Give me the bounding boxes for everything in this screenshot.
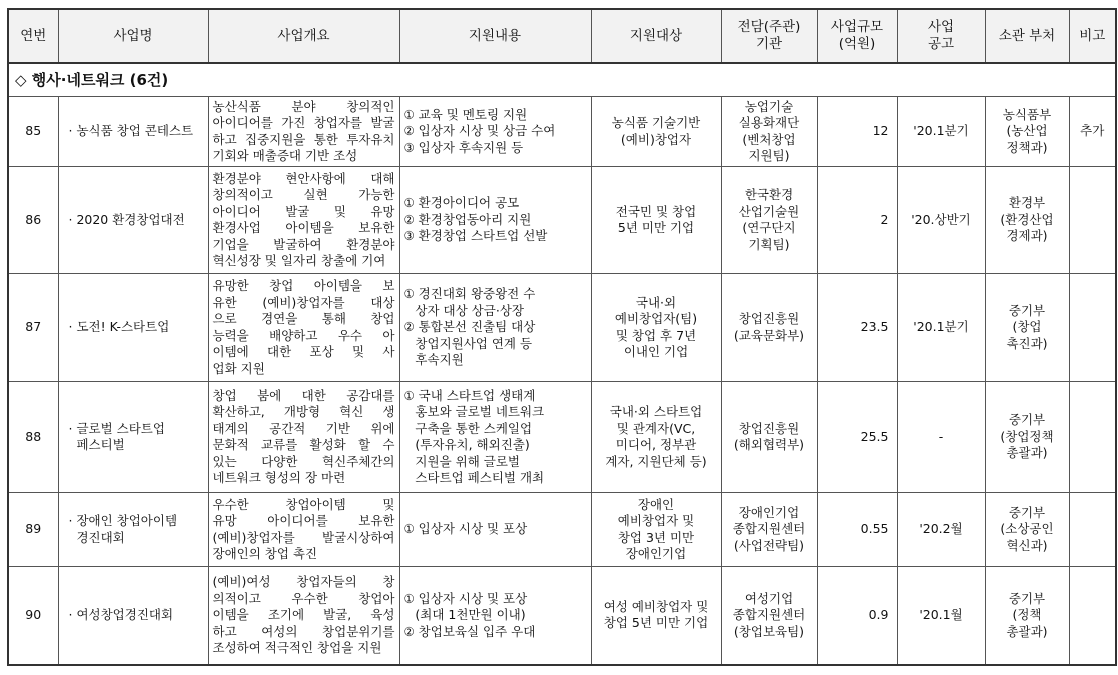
cell-name (58, 493, 208, 567)
cell-overview (208, 167, 399, 274)
overview-text: 창의적이고 실현 가능한 (212, 187, 395, 202)
ministry-text: (정책 (1012, 607, 1042, 622)
cell-budget (817, 382, 897, 493)
table-row (8, 567, 1116, 665)
cell-agency (721, 567, 817, 665)
agency-text: 창업진흥원 (738, 420, 800, 436)
overview-text: 환경사업 아이템을 보유한 (212, 220, 395, 235)
support-text: ③ 환경창업 스타트업 선발 (403, 228, 548, 244)
cell-no (8, 97, 58, 167)
agency-text: (교육문화부) (733, 327, 805, 343)
agency-text: (연구단지 (742, 220, 796, 235)
support-text: ② 창업보육실 입주 우대 (403, 623, 536, 639)
ministry-text: (창업정책 (1000, 428, 1054, 444)
target-text: 창업 5년 미만 기업 (603, 615, 709, 631)
support-text: 홍보와 글로벌 네트워크 (403, 404, 545, 419)
header-text: 비고 (1079, 27, 1106, 44)
ministry-text: (창업 (1012, 319, 1042, 335)
header-no (8, 9, 58, 63)
cell-name (58, 97, 208, 167)
target-text: 및 창업 후 7년 (615, 327, 697, 343)
ministry-text: 농식품부 (1002, 106, 1052, 122)
overview-text: 업화 지원 (212, 360, 265, 376)
cell-budget (817, 567, 897, 665)
cell-ministry (985, 274, 1069, 382)
cell-overview (208, 274, 399, 382)
overview-text: (예비)창업자를 발굴시상하여 (212, 529, 395, 545)
header-ministry (985, 9, 1069, 63)
header-notice (897, 9, 985, 63)
header-target (591, 9, 721, 63)
notice-text: '20.1분기 (913, 319, 969, 335)
ministry-text: 경제과) (1006, 228, 1048, 244)
overview-text: 우수한 창업아이템 및 (212, 496, 395, 512)
target-text: (예비)창업자 (620, 131, 692, 147)
budget-text: 0.9 (868, 607, 889, 622)
support-text: (투자유치, 해외진출) (403, 437, 530, 452)
support-text: 후속지원 (403, 352, 464, 368)
overview-text: 이템에 대한 포상 및 사 (212, 344, 395, 359)
support-text: 지원을 위해 글로벌 (403, 453, 520, 469)
notice-text: - (938, 428, 944, 444)
agency-text: 산업기술원 (738, 203, 800, 219)
cell-agency (721, 493, 817, 567)
header-text: 연번 (20, 27, 47, 44)
overview-text: 장애인의 창업 촉진 (212, 546, 318, 561)
header-text: 사업명 (113, 27, 153, 44)
cell-note (1069, 382, 1116, 493)
agency-text: 실용화재단 (738, 115, 800, 130)
overview-text: 확산하고, 개방형 혁신 생 (212, 404, 395, 419)
overview-text: 이템을 조기에 발굴, 육성 (212, 607, 395, 622)
overview-text: 하고 여성의 창업분위기를 (212, 623, 395, 639)
ministry-text: 촉진과) (1006, 335, 1048, 351)
name-text: · 도전! K-스타트업 (68, 319, 170, 335)
header-text: 사업규모 (830, 19, 884, 35)
cell-target (591, 167, 721, 274)
agency-text: 한국환경 (744, 187, 794, 202)
support-text: (최대 1천만원 이내) (403, 607, 526, 622)
cell-no (8, 493, 58, 567)
cell-notice (897, 274, 985, 382)
overview-text: 유망 아이디어를 보유한 (212, 513, 395, 528)
section-title (8, 63, 1116, 97)
target-text: 5년 미만 기업 (617, 220, 695, 235)
overview-text: 으로 경연을 통해 창업 (212, 311, 395, 326)
agency-text: 종합지원센터 (732, 607, 806, 622)
overview-text: 유한 (예비)창업자를 대상 (212, 294, 395, 310)
cell-target (591, 567, 721, 665)
cell-no (8, 382, 58, 493)
cell-no (8, 274, 58, 382)
cell-ministry (985, 567, 1069, 665)
support-text: ① 교육 및 멘토링 지원 (403, 106, 528, 122)
note-text: 추가 (1080, 123, 1105, 139)
cell-note (1069, 97, 1116, 167)
support-text: 상자 대상 상금·상장 (403, 302, 524, 318)
notice-text: '20.1월 (919, 607, 963, 622)
target-text: 여성 예비창업자 및 (603, 598, 709, 614)
target-text: 예비창업자 및 (617, 513, 695, 528)
ministry-text: 혁신과) (1006, 537, 1048, 553)
cell-name (58, 274, 208, 382)
support-text: ① 국내 스타트업 생태계 (403, 387, 536, 403)
cell-ministry (985, 493, 1069, 567)
target-text: 및 관계자(VC, (616, 420, 696, 436)
support-text: ② 통합본선 진출팀 대상 (403, 319, 536, 335)
target-text: 예비창업자(팀) (614, 311, 698, 326)
overview-text: 기회와 매출증대 기반 조성 (212, 148, 358, 163)
target-text: 전국민 및 창업 (615, 203, 697, 219)
cell-note (1069, 493, 1116, 567)
notice-text: '20.2월 (919, 521, 963, 537)
support-text: ② 입상자 시상 및 상금 수여 (403, 123, 556, 139)
table-row (8, 167, 1116, 274)
cell-support (399, 382, 591, 493)
cell-notice (897, 567, 985, 665)
budget-text: 12 (872, 123, 889, 139)
section-label: 행사·네트워크 (6건) (31, 70, 169, 89)
table-row (8, 382, 1116, 493)
overview-text: 혁신성장 및 일자리 창출에 기여 (212, 253, 386, 268)
overview-text: 조성하여 적극적인 창업을 지원 (212, 640, 382, 655)
header-note (1069, 9, 1116, 63)
budget-text: 23.5 (860, 319, 889, 335)
startup-support-table (7, 8, 1117, 666)
overview-text: 농산식품 분야 창의적인 (212, 98, 395, 114)
agency-text: 장애인기업 (738, 504, 800, 520)
cell-budget (817, 97, 897, 167)
header-text: 사업개요 (277, 27, 330, 44)
cell-notice (897, 97, 985, 167)
no-text: 85 (25, 123, 42, 139)
header-text: (억원) (838, 36, 876, 52)
cell-support (399, 493, 591, 567)
support-text: ③ 입상자 후속지원 등 (403, 139, 524, 155)
header-budget (817, 9, 897, 63)
cell-target (591, 382, 721, 493)
overview-text: 유망한 창업 아이템을 보 (212, 278, 395, 293)
target-text: 계자, 지원단체 등) (605, 453, 707, 469)
ministry-text: (농산업 (1006, 123, 1048, 139)
name-text: 페스티벌 (68, 437, 125, 452)
overview-text: 네트워크 형성의 장 마련 (212, 470, 346, 485)
support-text: 구축을 통한 스케일업 (403, 420, 533, 436)
cell-notice (897, 167, 985, 274)
cell-overview (208, 493, 399, 567)
support-text: ① 입상자 시상 및 포상 (403, 521, 528, 537)
cell-budget (817, 274, 897, 382)
cell-target (591, 493, 721, 567)
ministry-text: (환경산업 (1000, 211, 1054, 227)
support-text: 스타트업 페스티벌 개최 (403, 470, 545, 485)
cell-agency (721, 274, 817, 382)
budget-text: 0.55 (860, 521, 889, 537)
diamond-icon: ◇ (15, 70, 27, 89)
cell-target (591, 97, 721, 167)
ministry-text: (소상공인 (1000, 521, 1054, 537)
cell-note (1069, 567, 1116, 665)
overview-text: 아이디어를 가진 창업자를 발굴 (212, 115, 395, 130)
header-text: 전담(주관) (737, 19, 801, 35)
agency-text: 종합지원센터 (732, 521, 806, 537)
header-name (58, 9, 208, 63)
header-text: 기관 (755, 36, 783, 52)
header-text: 지원대상 (629, 27, 683, 44)
ministry-text: 환경부 (1008, 195, 1046, 211)
agency-text: 창업진흥원 (738, 311, 800, 326)
support-text: ① 입상자 시상 및 포상 (403, 590, 528, 606)
notice-text: '20.1분기 (913, 123, 969, 139)
header-row (8, 9, 1116, 63)
table-row (8, 97, 1116, 167)
no-text: 86 (25, 211, 42, 227)
agency-text: (사업전략팀) (733, 537, 805, 553)
header-agency (721, 9, 817, 63)
overview-text: 능력을 배양하고 우수 아 (212, 327, 395, 343)
cell-note (1069, 167, 1116, 274)
name-text: · 글로벌 스타트업 (68, 420, 165, 436)
agency-text: (창업보육팀) (733, 623, 805, 639)
agency-text: 농업기술 (744, 98, 794, 114)
no-text: 88 (25, 428, 42, 444)
target-text: 농식품 기술기반 (611, 115, 701, 130)
header-text: 사업 (927, 19, 955, 35)
section-row (8, 63, 1116, 97)
agency-text: (해외협력부) (733, 437, 805, 452)
ministry-text: 총괄과) (1006, 445, 1048, 461)
name-text: 경진대회 (68, 529, 125, 545)
budget-text: 2 (880, 211, 889, 227)
header-text: 지원내용 (468, 27, 522, 44)
budget-text: 25.5 (860, 428, 889, 444)
overview-text: (예비)여성 창업자들의 창 (212, 574, 395, 589)
cell-name (58, 382, 208, 493)
support-text: ② 환경창업동아리 지원 (403, 211, 532, 227)
name-text: · 장애인 창업아이템 (68, 513, 178, 528)
cell-agency (721, 97, 817, 167)
overview-text: 있는 다양한 혁신주체간의 (212, 453, 395, 469)
cell-name (58, 167, 208, 274)
overview-text: 기업을 발굴하여 환경분야 (212, 236, 395, 252)
cell-no (8, 167, 58, 274)
name-text: · 농식품 창업 콘테스트 (68, 123, 194, 139)
no-text: 89 (25, 521, 42, 537)
header-overview (208, 9, 399, 63)
cell-support (399, 274, 591, 382)
overview-text: 의적이고 우수한 창업아 (212, 590, 395, 606)
overview-text: 아이디어 발굴 및 유망 (212, 203, 395, 219)
cell-overview (208, 567, 399, 665)
agency-text: 지원팀) (748, 148, 790, 163)
table-row (8, 493, 1116, 567)
cell-support (399, 97, 591, 167)
support-text: ① 환경아이디어 공모 (403, 195, 520, 211)
cell-agency (721, 382, 817, 493)
target-text: 창업 3년 미만 (617, 529, 695, 545)
cell-ministry (985, 167, 1069, 274)
header-text: 소관 부처 (998, 27, 1056, 44)
cell-overview (208, 97, 399, 167)
cell-name (58, 567, 208, 665)
name-text: · 2020 환경창업대전 (68, 211, 185, 227)
target-text: 국내·외 (635, 294, 677, 310)
overview-text: 하고 집중지원을 통한 투자유치 (212, 131, 395, 147)
agency-text: (벤처창업 (742, 131, 796, 147)
cell-overview (208, 382, 399, 493)
cell-ministry (985, 97, 1069, 167)
ministry-text: 중기부 (1008, 412, 1046, 428)
overview-text: 환경분야 현안사항에 대해 (212, 170, 395, 186)
table-row (8, 274, 1116, 382)
ministry-text: 중기부 (1008, 504, 1046, 520)
target-text: 장애인 (637, 496, 675, 512)
support-text: 창업지원사업 연계 등 (403, 335, 533, 351)
name-text: · 여성창업경진대회 (68, 607, 174, 622)
cell-target (591, 274, 721, 382)
ministry-text: 중기부 (1008, 590, 1046, 606)
support-text: ① 경진대회 왕중왕전 수 (403, 286, 536, 302)
overview-text: 태계의 공간적 기반 위에 (212, 420, 395, 436)
notice-text: '20.상반기 (911, 211, 971, 227)
target-text: 장애인기업 (625, 546, 687, 561)
overview-text: 문화적 교류를 활성화 할 수 (212, 437, 395, 452)
overview-text: 창업 붐에 대한 공감대를 (212, 387, 395, 403)
target-text: 국내·외 스타트업 (609, 404, 703, 419)
agency-text: 여성기업 (744, 590, 794, 606)
no-text: 87 (25, 319, 42, 335)
cell-support (399, 167, 591, 274)
ministry-text: 정책과) (1006, 139, 1048, 155)
cell-budget (817, 167, 897, 274)
cell-ministry (985, 382, 1069, 493)
cell-no (8, 567, 58, 665)
cell-agency (721, 167, 817, 274)
ministry-text: 중기부 (1008, 302, 1046, 318)
no-text: 90 (25, 607, 42, 622)
cell-budget (817, 493, 897, 567)
cell-note (1069, 274, 1116, 382)
target-text: 이내인 기업 (623, 344, 689, 359)
agency-text: 기획팀) (748, 236, 790, 252)
header-support (399, 9, 591, 63)
target-text: 미디어, 정부관 (615, 437, 697, 452)
ministry-text: 총괄과) (1006, 623, 1048, 639)
cell-support (399, 567, 591, 665)
cell-notice (897, 493, 985, 567)
header-text: 공고 (927, 36, 955, 52)
cell-notice (897, 382, 985, 493)
